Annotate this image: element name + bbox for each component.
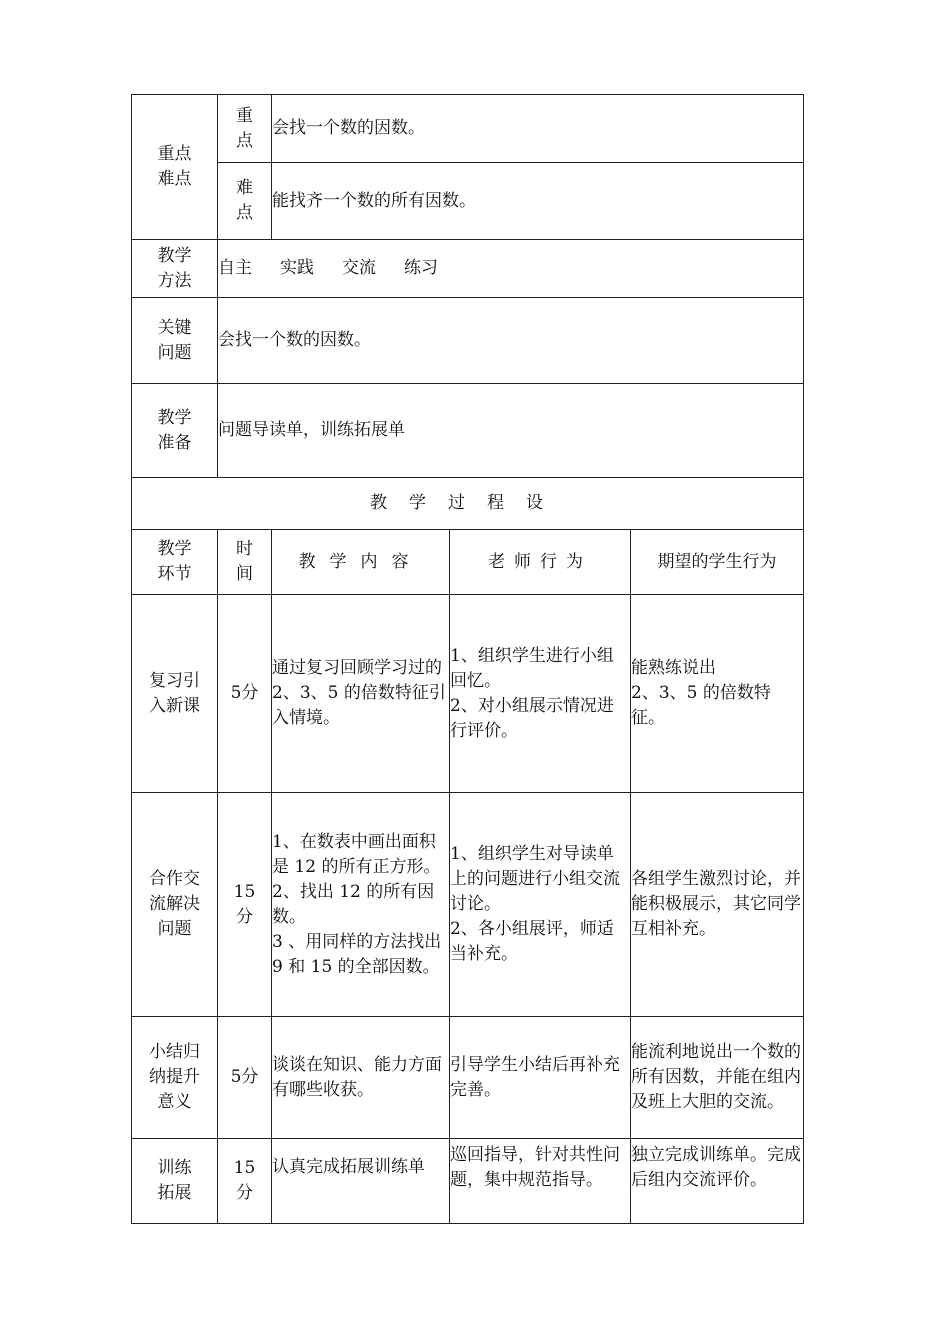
key-difficulty-label: 重点 难点 bbox=[132, 95, 218, 240]
method-item: 交流 bbox=[342, 258, 376, 278]
process-title-row bbox=[132, 478, 804, 530]
content-cell: 认真完成拓展训练单 bbox=[272, 1139, 450, 1224]
key-question-text: 会找一个数的因数。 bbox=[218, 298, 804, 384]
lesson-plan-table bbox=[131, 94, 804, 1224]
teaching-method-row bbox=[132, 240, 804, 298]
process-header-row bbox=[132, 530, 804, 595]
key-point-label: 重 点 bbox=[218, 95, 272, 163]
student-cell: 独立完成训练单。完成后组内交流评价。 bbox=[631, 1139, 804, 1224]
time-cell: 15 分 bbox=[218, 1139, 272, 1224]
stage-cell: 合作交 流解决 问题 bbox=[132, 793, 218, 1017]
header-teacher: 老师行为 bbox=[450, 530, 631, 595]
time-cell: 15 分 bbox=[218, 793, 272, 1017]
key-question-label: 关键 问题 bbox=[132, 298, 218, 384]
teaching-prep-row bbox=[132, 384, 804, 478]
teacher-cell: 巡回指导，针对共性问题，集中规范指导。 bbox=[450, 1139, 631, 1224]
process-title: 教学过程设 bbox=[132, 478, 804, 530]
student-cell: 能熟练说出 2、3、5 的倍数特征。 bbox=[631, 595, 804, 793]
time-cell: 5分 bbox=[218, 1017, 272, 1139]
header-stage: 教学 环节 bbox=[132, 530, 218, 595]
teacher-cell: 1、组织学生对导读单上的问题进行小组交流讨论。 2、各小组展评，师适当补充。 bbox=[450, 793, 631, 1017]
teacher-cell: 1、组织学生进行小组回忆。 2、对小组展示情况进行评价。 bbox=[450, 595, 631, 793]
difficult-point-label: 难 点 bbox=[218, 163, 272, 240]
key-question-row bbox=[132, 298, 804, 384]
method-item: 练习 bbox=[404, 258, 438, 278]
content-cell: 谈谈在知识、能力方面有哪些收获。 bbox=[272, 1017, 450, 1139]
teaching-prep-text: 问题导读单，训练拓展单 bbox=[218, 384, 804, 478]
key-point-row bbox=[132, 95, 804, 163]
stage-cell: 训练 拓展 bbox=[132, 1139, 218, 1224]
difficult-point-text: 能找齐一个数的所有因数。 bbox=[272, 163, 804, 240]
content-cell: 通过复习回顾学习过的 2、3、5 的倍数特征引入情境。 bbox=[272, 595, 450, 793]
table-row bbox=[132, 1017, 804, 1139]
table-row bbox=[132, 793, 804, 1017]
header-student: 期望的学生行为 bbox=[631, 530, 804, 595]
content-cell: 1、在数表中画出面积是 12 的所有正方形。 2、找出 12 的所有因数。 3 、用同样的方法找出 9 和 15 的全部因数。 bbox=[272, 793, 450, 1017]
student-cell: 各组学生激烈讨论，并能积极展示，其它同学互相补充。 bbox=[631, 793, 804, 1017]
teaching-method-items bbox=[218, 240, 804, 298]
difficult-point-row bbox=[132, 163, 804, 240]
time-cell: 5分 bbox=[218, 595, 272, 793]
method-item: 自主 bbox=[218, 258, 252, 278]
stage-cell: 小结归 纳提升 意义 bbox=[132, 1017, 218, 1139]
student-cell: 能流利地说出一个数的所有因数，并能在组内及班上大胆的交流。 bbox=[631, 1017, 804, 1139]
teaching-prep-label: 教学 准备 bbox=[132, 384, 218, 478]
method-item: 实践 bbox=[280, 258, 314, 278]
stage-cell: 复习引 入新课 bbox=[132, 595, 218, 793]
table-row bbox=[132, 1139, 804, 1224]
header-time: 时 间 bbox=[218, 530, 272, 595]
key-point-text: 会找一个数的因数。 bbox=[272, 95, 804, 163]
teaching-method-label: 教学 方法 bbox=[132, 240, 218, 298]
header-content: 教学内容 bbox=[272, 530, 450, 595]
teacher-cell: 引导学生小结后再补充完善。 bbox=[450, 1017, 631, 1139]
table-row bbox=[132, 595, 804, 793]
